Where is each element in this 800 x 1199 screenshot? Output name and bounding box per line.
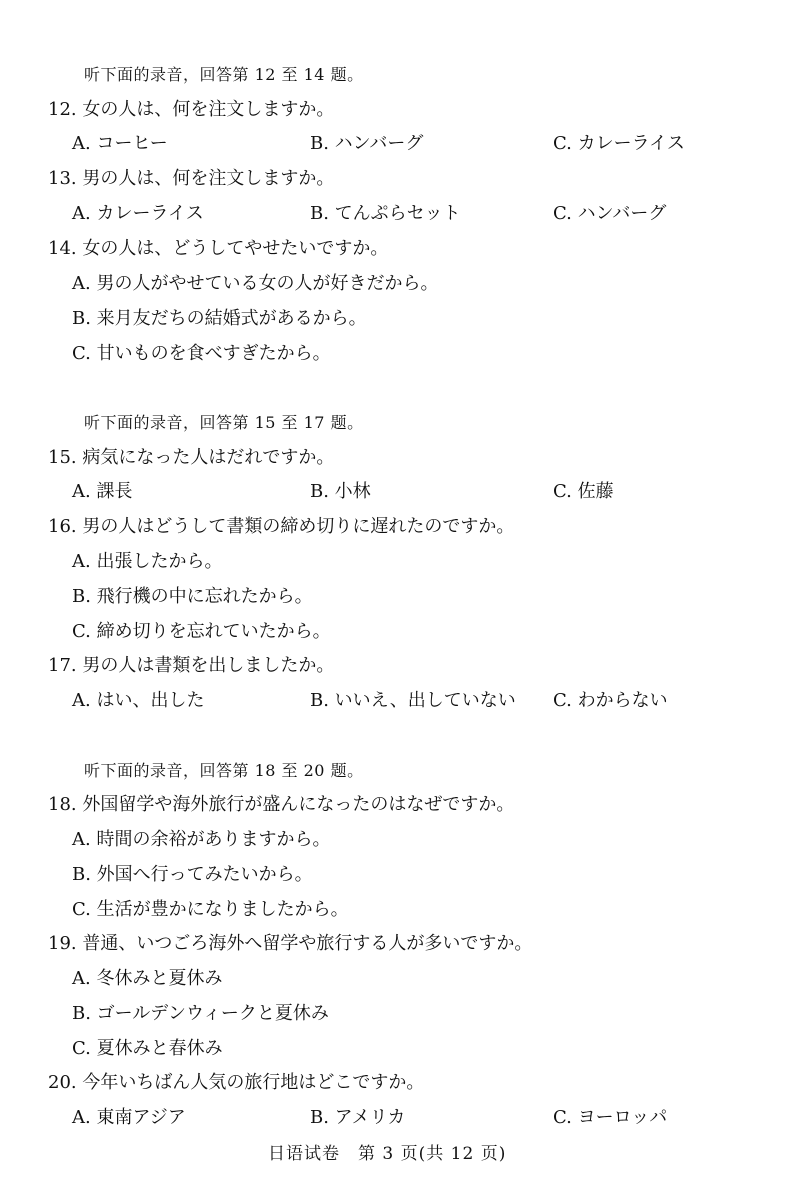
answer-option[interactable]: A. 冬休みと夏休み — [72, 968, 223, 989]
answer-option[interactable]: C. 生活が豊かになりましたから。 — [72, 899, 349, 920]
answer-option[interactable]: C. 夏休みと春休み — [72, 1038, 223, 1059]
answer-option[interactable]: C. カレーライス — [553, 133, 685, 154]
page-footer: 日语试卷 第 3 页(共 12 页) — [268, 1144, 507, 1164]
question-text: 12. 女の人は、何を注文しますか。 — [48, 99, 335, 120]
answer-option[interactable]: A. 課長 — [72, 481, 133, 502]
question-text: 15. 病気になった人はだれですか。 — [48, 447, 335, 468]
question-text: 20. 今年いちばん人気の旅行地はどこですか。 — [48, 1072, 425, 1093]
answer-option[interactable]: C. わからない — [553, 690, 668, 711]
answer-option[interactable]: B. いいえ、出していない — [310, 690, 516, 711]
answer-option[interactable]: C. 締め切りを忘れていたから。 — [72, 621, 331, 642]
question-text: 18. 外国留学や海外旅行が盛んになったのはなぜですか。 — [48, 794, 515, 815]
answer-option[interactable]: B. 小林 — [310, 481, 371, 502]
section-instruction: 听下面的录音，回答第 15 至 17 题。 — [84, 413, 364, 432]
answer-option[interactable]: A. 出張したから。 — [72, 551, 223, 572]
answer-option[interactable]: A. カレーライス — [72, 203, 204, 224]
answer-option[interactable]: A. 東南アジア — [72, 1107, 186, 1128]
section-instruction: 听下面的录音，回答第 18 至 20 题。 — [84, 761, 364, 780]
question-text: 19. 普通、いつごろ海外へ留学や旅行する人が多いですか。 — [48, 933, 533, 954]
question-text: 14. 女の人は、どうしてやせたいですか。 — [48, 238, 389, 259]
answer-option[interactable]: B. 飛行機の中に忘れたから。 — [72, 586, 313, 607]
answer-option[interactable]: C. ハンバーグ — [553, 203, 667, 224]
answer-option[interactable]: A. はい、出した — [72, 690, 205, 711]
answer-option[interactable]: B. てんぷらセット — [310, 203, 461, 224]
question-text: 16. 男の人はどうして書類の締め切りに遅れたのですか。 — [48, 516, 515, 537]
section-instruction: 听下面的录音，回答第 12 至 14 题。 — [84, 65, 364, 84]
answer-option[interactable]: A. コーヒー — [72, 133, 168, 154]
answer-option[interactable]: C. 甘いものを食べすぎたから。 — [72, 343, 331, 364]
answer-option[interactable]: B. ゴールデンウィークと夏休み — [72, 1003, 329, 1024]
answer-option[interactable]: B. ハンバーグ — [310, 133, 424, 154]
answer-option[interactable]: A. 時間の余裕がありますから。 — [72, 829, 331, 850]
answer-option[interactable]: C. 佐藤 — [553, 481, 614, 502]
question-text: 17. 男の人は書類を出しましたか。 — [48, 655, 335, 676]
answer-option[interactable]: B. 来月友だちの結婚式があるから。 — [72, 308, 367, 329]
answer-option[interactable]: B. アメリカ — [310, 1107, 406, 1128]
answer-option[interactable]: B. 外国へ行ってみたいから。 — [72, 864, 313, 885]
answer-option[interactable]: A. 男の人がやせている女の人が好きだから。 — [72, 273, 439, 294]
question-text: 13. 男の人は、何を注文しますか。 — [48, 168, 335, 189]
answer-option[interactable]: C. ヨーロッパ — [553, 1107, 668, 1128]
